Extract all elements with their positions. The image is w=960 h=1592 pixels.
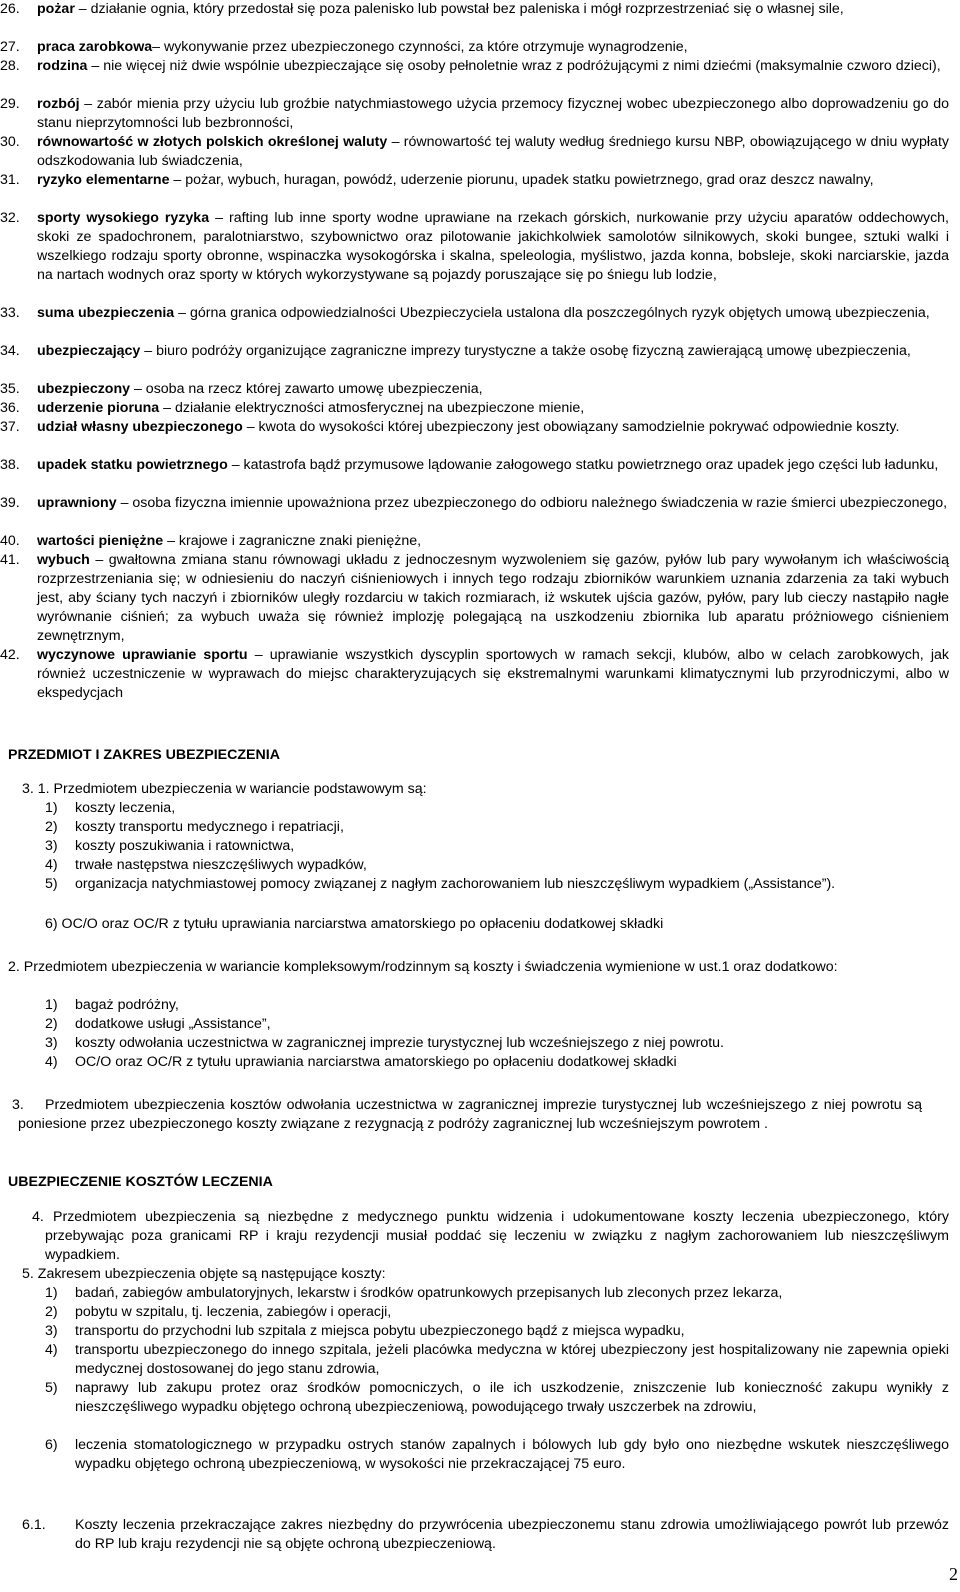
list-item-text: transportu do przychodni lub szpitala z miejsca pobytu ubezpieczonego bądź z miejsca wypadku,	[75, 1323, 685, 1339]
definition-text: – wykonywanie przez ubezpieczonego czynności, za które otrzymuje wynagrodzenie,	[152, 39, 688, 55]
paragraph-6-1-number: 6.1.	[22, 1517, 46, 1533]
paragraph-2: 2. Przedmiotem ubezpieczenia w wariancie kompleksowym/rodzinnym są koszty i świadczenia wymienione w ust.1 oraz dodatkowo:	[8, 959, 838, 975]
definition-number: 27.	[0, 39, 20, 55]
list-item	[45, 1034, 949, 1053]
list-item	[45, 856, 949, 875]
definition-text: – rafting lub inne sporty wodne uprawiane na rzekach górskich, nurkowanie przy użyciu aparatów oddechowych, skoki ze spadochronem, paralotniarstwo, szybownictwo oraz pilotowanie jakichkolwiek samolotów silnikowych, skoki bungee, sztuki walki i wszelkiego rodzaju sporty obronne, wspinaczka wysokogórska i skalna, speleologia, myślistwo, jazda konna, bobsleje, skoki narciarskie, jazda na nartach wodnych oraz sporty w których wykorzystywane są pojazdy poruszające się po śniegu lub lodzie,	[37, 210, 949, 283]
list-item	[45, 1053, 949, 1072]
definition-34	[0, 342, 949, 361]
definition-39	[0, 494, 949, 513]
definition-38	[0, 456, 949, 475]
list-item-number: 4)	[45, 857, 58, 873]
definition-35	[0, 380, 949, 399]
definition-number: 37.	[0, 419, 20, 435]
definition-36	[0, 399, 949, 418]
definition-text: – krajowe i zagraniczne znaki pieniężne,	[163, 533, 422, 549]
definition-text: – katastrofa bądź przymusowe lądowanie załogowego statku powietrznego oraz upadek jego części lub ładunku,	[227, 457, 939, 473]
definition-text: – nie więcej niż dwie wspólnie ubezpieczające się osoby pełnoletnie wraz z podróżującymi z nimi dziećmi (maksymalnie czworo dzieci),	[87, 58, 941, 74]
list-item-text: koszty transportu medycznego i repatriacji,	[75, 819, 344, 835]
definition-32	[0, 209, 949, 285]
definition-number: 29.	[0, 96, 20, 112]
definition-term: pożar	[37, 1, 75, 17]
list-item	[45, 996, 949, 1015]
section-title-koszty-leczenia: UBEZPIECZENIE KOSZTÓW LECZENIA	[8, 1174, 273, 1190]
list-item-number: 1)	[45, 997, 58, 1013]
definition-number: 32.	[0, 210, 20, 226]
list-item	[45, 1341, 949, 1379]
definition-text: – osoba fizyczna imiennie upoważniona przez ubezpieczonego do odbioru należnego świadczenia w razie śmierci ubezpieczonego,	[116, 495, 948, 511]
list-item-number: 4)	[45, 1054, 58, 1070]
definition-number: 34.	[0, 343, 20, 359]
list-item-number: 2)	[45, 819, 58, 835]
list-item	[45, 1322, 949, 1341]
definition-number: 35.	[0, 381, 20, 397]
definition-term: rozbój	[37, 96, 80, 112]
definition-29	[0, 95, 949, 133]
list-item-number: 6)	[45, 1437, 58, 1453]
list-item	[45, 1015, 949, 1034]
definition-26	[0, 0, 949, 19]
definition-41	[0, 551, 949, 646]
paragraph-4-body: Przedmiotem ubezpieczenia są niezbędne z medycznego punktu widzenia i udokumentowane koszty leczenia ubezpieczonego, który przebywając poza granicami RP i kraju rezydencji musiał poddać się leczeniu w związku z nagłym zachorowaniem lub nieszczęśliwym wypadkiem.	[45, 1209, 949, 1263]
paragraph-4-text	[45, 1208, 949, 1265]
definition-term: uderzenie pioruna	[37, 400, 160, 416]
list-item-number: 1)	[45, 800, 58, 816]
definition-42	[0, 646, 949, 703]
definition-number: 26.	[0, 1, 20, 17]
definition-31	[0, 171, 949, 190]
definition-text: – gwałtowna zmiana stanu równowagi układu z jednoczesnym wyzwoleniem się gazów, pyłów lub pary wywołanym ich właściwością rozprzestrzeniania się; w odniesieniu do naczyń ciśnieniowych i innych tego rodzaju zbiorników warunkiem uznania zdarzenia za taki wybuch jest, aby ściany tych naczyń i zbiorników uległy rozdarciu w takich rozmiarach, iż wskutek ujścia gazów, pyłów, pary lub cieczy nastąpiło nagłe wyrównanie ciśnień; za wybuch uważa się również implozję polegającą na uszkodzeniu zbiornika lub aparatu próżniowego ciśnieniem zewnętrznym,	[37, 552, 949, 644]
list-item-text: koszty odwołania uczestnictwa w zagranicznej imprezie turystycznej lub wcześniejszego z niej powrotu.	[75, 1035, 724, 1051]
list-item-number: 2)	[45, 1016, 58, 1032]
paragraph-4-number: 4.	[32, 1209, 44, 1225]
list-item-text: trwałe następstwa nieszczęśliwych wypadków,	[75, 857, 367, 873]
list-item	[45, 1284, 949, 1303]
definition-term: ryzyko elementarne	[37, 172, 170, 188]
definition-term: sporty wysokiego ryzyka	[37, 210, 210, 226]
definition-37	[0, 418, 949, 437]
paragraph-3-text	[18, 1096, 949, 1134]
list-item-number: 1)	[45, 1285, 58, 1301]
paragraph-6-1-text: Koszty leczenia przekraczające zakres niezbędny do przywrócenia ubezpieczonemu stanu zdrowia umożliwiającego powrót lub przewóz do RP lub kraju rezydencji nie są objęte ochroną ubezpieczeniową.	[75, 1517, 949, 1552]
list-item-number: 3)	[45, 838, 58, 854]
definition-term: równowartość w złotych polskich określonej waluty	[37, 134, 388, 150]
list-item-text: badań, zabiegów ambulatoryjnych, lekarstw i środków opatrunkowych przepisanych lub zleconych przez lekarza,	[75, 1285, 783, 1301]
list-item-number: 4)	[45, 1342, 58, 1358]
definition-text: – kwota do wysokości której ubezpieczony jest obowiązany samodzielnie pokrywać odpowiednie koszty.	[242, 419, 900, 435]
definition-number: 38.	[0, 457, 20, 473]
definition-text: – uprawianie wszystkich dyscyplin sportowych w ramach sekcji, klubów, albo w celach zarobkowych, jak również uczestniczenie w wyprawach do miejsc charakteryzujących się ekstremalnymi warunkami klimatycznymi lub przyrodniczymi, albo w ekspedycjach	[37, 647, 949, 701]
definition-28	[0, 57, 949, 76]
definition-term: wybuch	[37, 552, 90, 568]
definition-term: suma ubezpieczenia	[37, 305, 175, 321]
definition-text: – zabór mienia przy użyciu lub groźbie natychmiastowego użycia przemocy fizycznej wobec ubezpieczonego albo doprowadzeniu go do stanu nieprzytomności lub bezbronności,	[37, 96, 949, 131]
list-item-text: transportu ubezpieczonego do innego szpitala, jeżeli placówka medyczna w której ubezpieczony jest hospitalizowany nie zapewnia opieki medycznej dostosowanej do jego stanu zdrowia,	[75, 1342, 949, 1377]
definition-number: 41.	[0, 552, 20, 568]
definition-text: – górna granica odpowiedzialności Ubezpieczyciela ustalona dla poszczególnych ryzyk objętych umową ubezpieczenia,	[174, 305, 930, 321]
list-item-number: 2)	[45, 1304, 58, 1320]
paragraph-3-1-item-6: 6) OC/O oraz OC/R z tytułu uprawiania narciarstwa amatorskiego po opłaceniu dodatkowej składki	[45, 916, 664, 932]
list-item	[45, 1303, 949, 1322]
definition-term: uprawniony	[37, 495, 117, 511]
definition-term: upadek statku powietrznego	[37, 457, 228, 473]
list-item-number: 5)	[45, 876, 58, 892]
definition-33	[0, 304, 949, 323]
definition-number: 33.	[0, 305, 20, 321]
list-item	[45, 875, 949, 894]
list-item-number: 3)	[45, 1323, 58, 1339]
definition-term: rodzina	[37, 58, 88, 74]
definition-term: udział własny ubezpieczonego	[37, 419, 243, 435]
definition-term: wyczynowe uprawianie sportu	[37, 647, 248, 663]
definition-30	[0, 133, 949, 171]
definition-text: – biuro podróży organizujące zagraniczne imprezy turystyczne a także osobę fizyczną zawierającą umowę ubezpieczenia,	[140, 343, 911, 359]
paragraph-3-body: Przedmiotem ubezpieczenia kosztów odwołania uczestnictwa w zagranicznej imprezie turystycznej lub wcześniejszego z niej powrotu są poniesione przez ubezpieczonego koszty związane z rezygnacją z podróży zagranicznej lub wcześniejszym powrotem .	[18, 1097, 922, 1132]
definition-text: – działanie ognia, który przedostał się poza palenisko lub powstał bez paleniska i mógł rozprzestrzeniać się o własnej sile,	[74, 1, 844, 17]
section-title-przedmiot: PRZEDMIOT I ZAKRES UBEZPIECZENIA	[8, 747, 280, 763]
list-item	[45, 1379, 949, 1417]
list-item-text: koszty poszukiwania i ratownictwa,	[75, 838, 295, 854]
list-item-text: dodatkowe usługi „Assistance”,	[75, 1016, 271, 1032]
definition-number: 31.	[0, 172, 20, 188]
list-item-text: koszty leczenia,	[75, 800, 176, 816]
paragraph-3-number: 3.	[12, 1097, 24, 1113]
list-item-text: organizacja natychmiastowej pomocy związanej z nagłym zachorowaniem lub nieszczęśliwym wypadkiem („Assistance”).	[75, 876, 836, 892]
list-item-text: naprawy lub zakupu protez oraz środków pomocniczych, o ile ich uszkodzenie, zniszczenie lub konieczność zakupu wynikły z nieszczęśliwego wypadku objętego ochroną ubezpieczeniową, powodującego trwały uszczerbek na zdrowiu,	[75, 1380, 949, 1415]
list-item-text: leczenia stomatologicznego w przypadku ostrych stanów zapalnych i bólowych lub gdy było ono niezbędne wskutek nieszczęśliwego wypadku objętego ochroną ubezpieczeniową, w wysokości nie przekraczającej 75 euro.	[75, 1437, 949, 1472]
definition-number: 40.	[0, 533, 20, 549]
definition-40	[0, 532, 949, 551]
definition-term: wartości pieniężne	[37, 533, 164, 549]
paragraph-5-intro: 5. Zakresem ubezpieczenia objęte są następujące koszty:	[22, 1266, 386, 1282]
definition-term: praca zarobkowa	[37, 39, 153, 55]
definition-text: – osoba na rzecz której zawarto umowę ubezpieczenia,	[130, 381, 483, 397]
definition-text: – pożar, wybuch, huragan, powódź, uderzenie piorunu, upadek statku powietrznego, grad oraz deszcz nawalny,	[169, 172, 874, 188]
list-item-text: OC/O oraz OC/R z tytułu uprawiania narciarstwa amatorskiego po opłaceniu dodatkowej składki	[75, 1054, 677, 1070]
list-item	[45, 1436, 949, 1474]
definition-number: 39.	[0, 495, 20, 511]
list-item-text: bagaż podróżny,	[75, 997, 179, 1013]
page-number: 2	[949, 1564, 958, 1584]
list-item	[45, 818, 949, 837]
definition-number: 42.	[0, 647, 20, 663]
definition-term: ubezpieczony	[37, 381, 131, 397]
list-item	[45, 837, 949, 856]
definition-number: 30.	[0, 134, 20, 150]
definition-term: ubezpieczający	[37, 343, 141, 359]
list-item-number: 5)	[45, 1380, 58, 1396]
list-item-text: pobytu w szpitalu, tj. leczenia, zabiegów i operacji,	[75, 1304, 392, 1320]
paragraph-3-1-intro: 3. 1. Przedmiotem ubezpieczenia w wariancie podstawowym są:	[22, 781, 427, 797]
list-item	[45, 799, 949, 818]
definition-text: – działanie elektryczności atmosferycznej na ubezpieczone mienie,	[159, 400, 585, 416]
definition-27	[0, 38, 949, 57]
definition-number: 36.	[0, 400, 20, 416]
list-item-number: 3)	[45, 1035, 58, 1051]
definition-text: – równowartość tej waluty według średniego kursu NBP, obowiązującego w dniu wypłaty odszkodowania lub świadczenia,	[37, 134, 949, 169]
definition-number: 28.	[0, 58, 20, 74]
